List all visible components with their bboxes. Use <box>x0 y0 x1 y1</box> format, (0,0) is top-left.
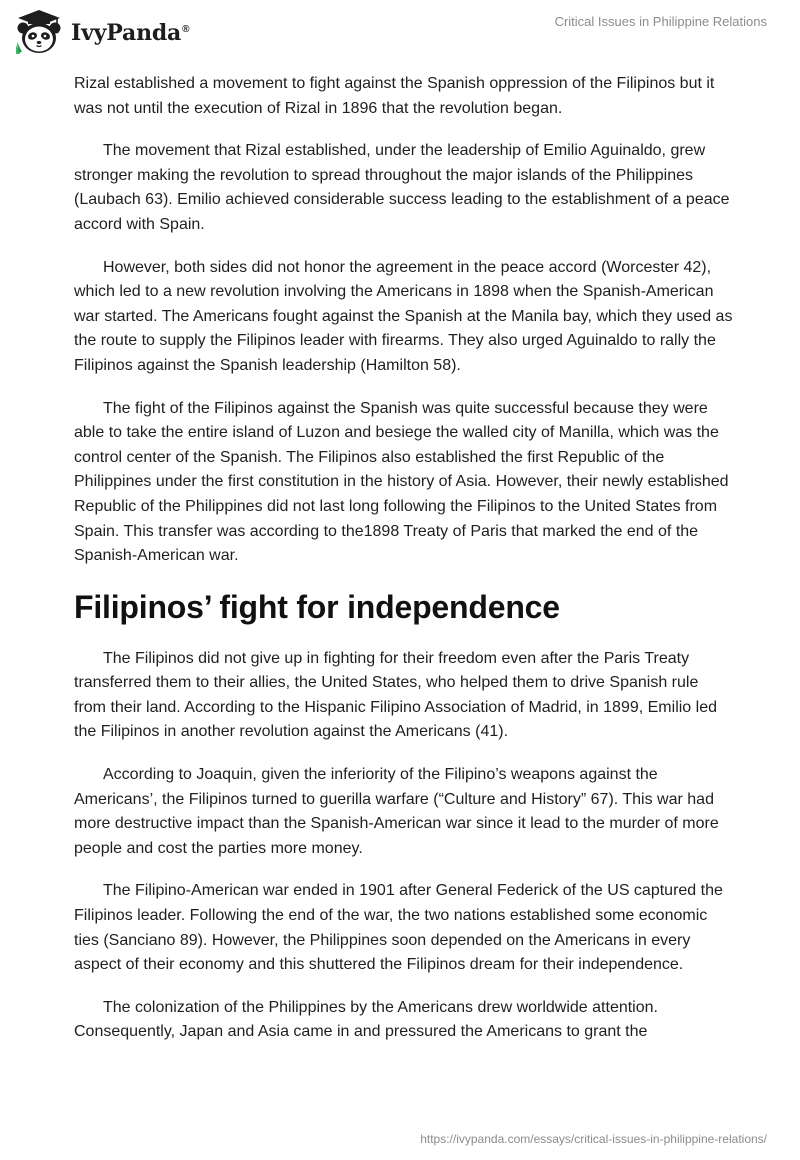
ivypanda-logo[interactable] <box>14 9 189 55</box>
document-title: Critical Issues in Philippine Relations <box>554 14 767 29</box>
paragraph: However, both sides did not honor the agreement in the peace accord (Worcester 42), which led to a new revolution involving the Americans in 1898 when the Spanish-American war started. The Americans fought against the Spanish at the Manila bay, which they used as the route to supply the Filipinos leader with firearms. They also urged Aguinaldo to rally the Filipinos against the Spanish leadership (Hamilton 58). <box>74 258 733 374</box>
paragraph: The movement that Rizal established, under the leadership of Emilio Aguinaldo, grew stronger making the revolution to spread throughout the major islands of the Philippines (Laubach 63). Emilio achieved considerable success leading to the establishment of a peace accord with Spain. <box>74 142 730 233</box>
paragraph: The Filipinos did not give up in fighting for their freedom even after the Paris Treaty transferred them to their allies, the United States, who helped them to drive Spanish rule from their land. According to the Hispanic Filipino Association of Madrid, in 1899, Emilio led the Filipinos in another revolution against the Americans (41). <box>74 649 717 741</box>
brand-name <box>71 20 189 46</box>
paragraph: The colonization of the Philippines by the Americans drew worldwide attention. Consequently, Japan and Asia came in and pressured the Americans to grant the <box>74 998 658 1041</box>
page-header <box>0 0 800 62</box>
section-heading: Filipinos’ fight for independence <box>74 588 560 625</box>
paragraph: Rizal established a movement to fight against the Spanish oppression of the Filipinos but it was not until the execution of Rizal in 1896 that the revolution began. <box>74 75 715 117</box>
panda-graduation-cap-icon <box>14 9 64 55</box>
paragraph: The Filipino-American war ended in 1901 after General Federick of the US captured the Filipinos leader. Following the end of the war, the two nations established some economic ties (Sanciano 89). However, the Philippines soon depended on the Americans in every aspect of their economy and this shuttered the Filipinos dream for their independence. <box>74 882 723 974</box>
brand-wordmark: IvyPanda <box>71 20 182 46</box>
paragraph: The fight of the Filipinos against the Spanish was quite successful because they were able to take the entire island of Luzon and besiege the walled city of Manilla, which was the control center of the Spanish. The Filipinos also established the first Republic of the Philippines under the first constitution in the history of Asia. However, their newly established Republic of the Philippines did not last long following the Filipinos to the United States from Spain. This transfer was according to the1898 Treaty of Paris that marked the end of the Spanish-American war. <box>74 399 729 565</box>
essay-content <box>74 72 734 1063</box>
registered-mark: ® <box>182 23 190 35</box>
paragraph: According to Joaquin, given the inferiority of the Filipino’s weapons against the Americans’, the Filipinos turned to guerilla warfare (“Culture and History” 67). This war had more destructive impact than the Spanish-American war since it lead to the murder of more people and cost the parties more money. <box>74 766 719 857</box>
source-url[interactable]: https://ivypanda.com/essays/critical-issues-in-philippine-relations/ <box>420 1132 767 1146</box>
